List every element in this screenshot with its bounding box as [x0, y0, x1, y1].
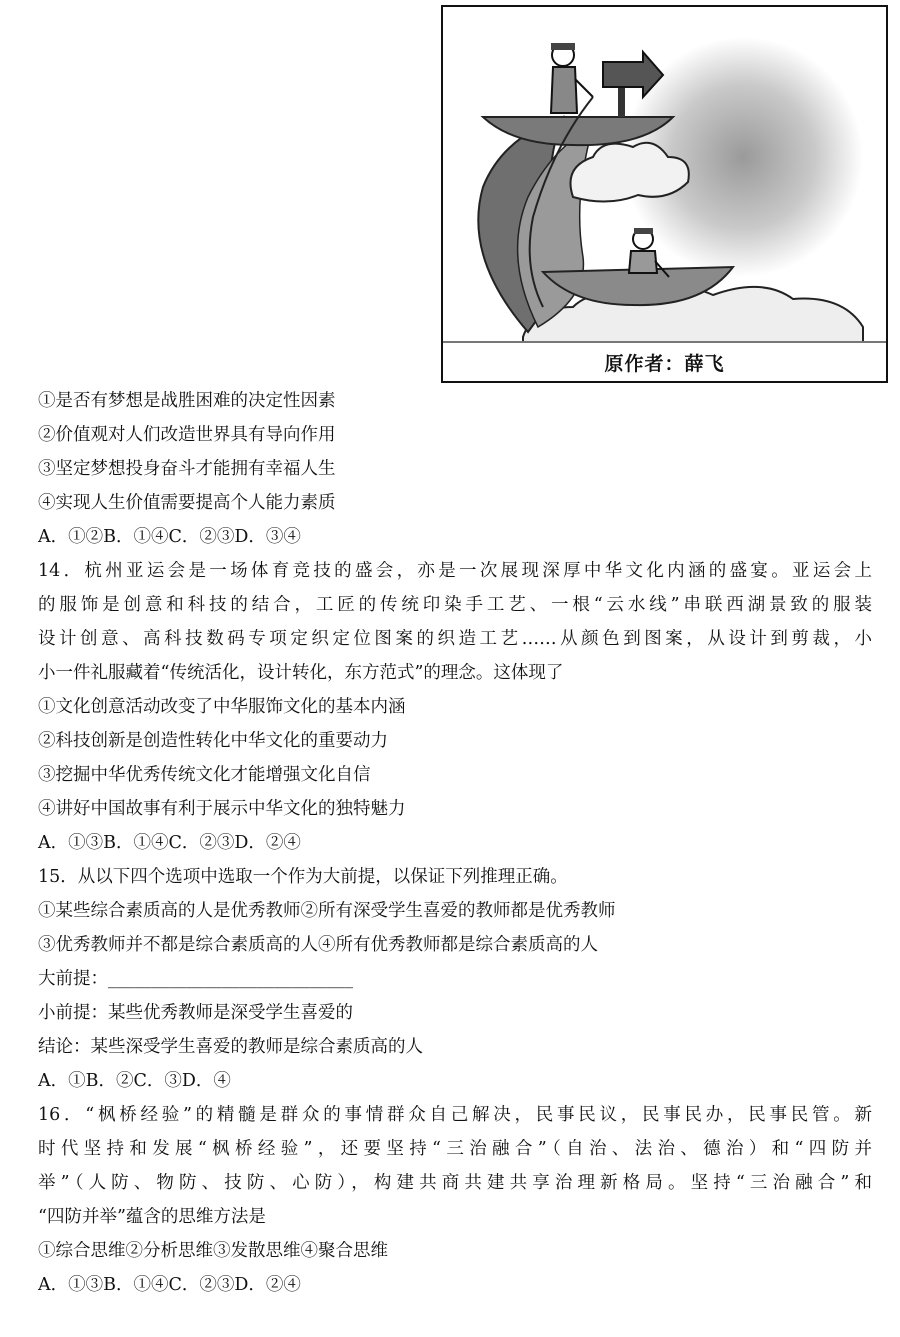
q14-option-1: ①文化创意活动改变了中华服饰文化的基本内涵 — [38, 697, 406, 717]
q13-option-2: ②价值观对人们改造世界具有导向作用 — [38, 425, 336, 445]
q15-major-premise: 大前提：____________________________ — [38, 969, 353, 989]
q16-answer-choices: A．①③B．①④C．②③D．②④ — [38, 1275, 301, 1295]
q16-options: ①综合思维②分析思维③发散思维④聚合思维 — [38, 1241, 388, 1261]
q16-stem-line-2: 时代坚持和发展“枫桥经验”，还要坚持“三治融合”（自治、法治、德治）和“四防并 — [38, 1139, 872, 1159]
q14-stem-line-3: 设计创意、高科技数码专项定织定位图案的织造工艺……从颜色到图案，从设计到剪裁，小 — [38, 629, 872, 649]
q15-minor-premise: 小前提：某些优秀教师是深受学生喜爱的 — [38, 1003, 353, 1023]
q14-option-2: ②科技创新是创造性转化中华文化的重要动力 — [38, 731, 388, 751]
q14-stem-line-2: 的服饰是创意和科技的结合，工匠的传统印染手工艺、一根“云水线”串联西湖景致的服装 — [38, 595, 872, 615]
q13-option-1: ①是否有梦想是战胜困难的决定性因素 — [38, 391, 336, 411]
q14-stem-line-4: 小一件礼服藏着“传统活化，设计转化，东方范式”的理念。这体现了 — [38, 663, 564, 683]
q15-options-2: ③优秀教师并不都是综合素质高的人④所有优秀教师都是综合素质高的人 — [38, 935, 598, 955]
q15-stem: 15．从以下四个选项中选取一个作为大前提，以保证下列推理正确。 — [38, 867, 568, 887]
cartoon-figure — [441, 5, 888, 383]
q16-stem-line-3: 举”（人防、物防、技防、心防），构建共商共建共享治理新格局。坚持“三治融合”和 — [38, 1173, 872, 1193]
q14-option-3: ③挖掘中华优秀传统文化才能增强文化自信 — [38, 765, 371, 785]
q15-options-1: ①某些综合素质高的人是优秀教师②所有深受学生喜爱的教师都是优秀教师 — [38, 901, 616, 921]
q14-answer-choices: A．①③B．①④C．②③D．②④ — [38, 833, 301, 853]
cartoon-caption: 原作者：薛飞 — [443, 341, 886, 381]
q16-stem-line-4: “四防并举”蕴含的思维方法是 — [38, 1207, 266, 1227]
q13-option-4: ④实现人生价值需要提高个人能力素质 — [38, 493, 336, 513]
boat-dream-cartoon-icon — [443, 7, 886, 347]
q14-stem-line-1: 14．杭州亚运会是一场体育竞技的盛会，亦是一次展现深厚中华文化内涵的盛宴。亚运会上 — [38, 561, 872, 581]
q15-answer-choices: A．①B．②C．③D．④ — [38, 1071, 231, 1091]
q16-stem-line-1: 16．“枫桥经验”的精髓是群众的事情群众自己解决，民事民议，民事民办，民事民管。新 — [38, 1105, 872, 1125]
q13-answer-choices: A．①②B．①④C．②③D．③④ — [38, 527, 301, 547]
q13-option-3: ③坚定梦想投身奋斗才能拥有幸福人生 — [38, 459, 336, 479]
q15-conclusion: 结论：某些深受学生喜爱的教师是综合素质高的人 — [38, 1037, 423, 1057]
q14-option-4: ④讲好中国故事有利于展示中华文化的独特魅力 — [38, 799, 406, 819]
